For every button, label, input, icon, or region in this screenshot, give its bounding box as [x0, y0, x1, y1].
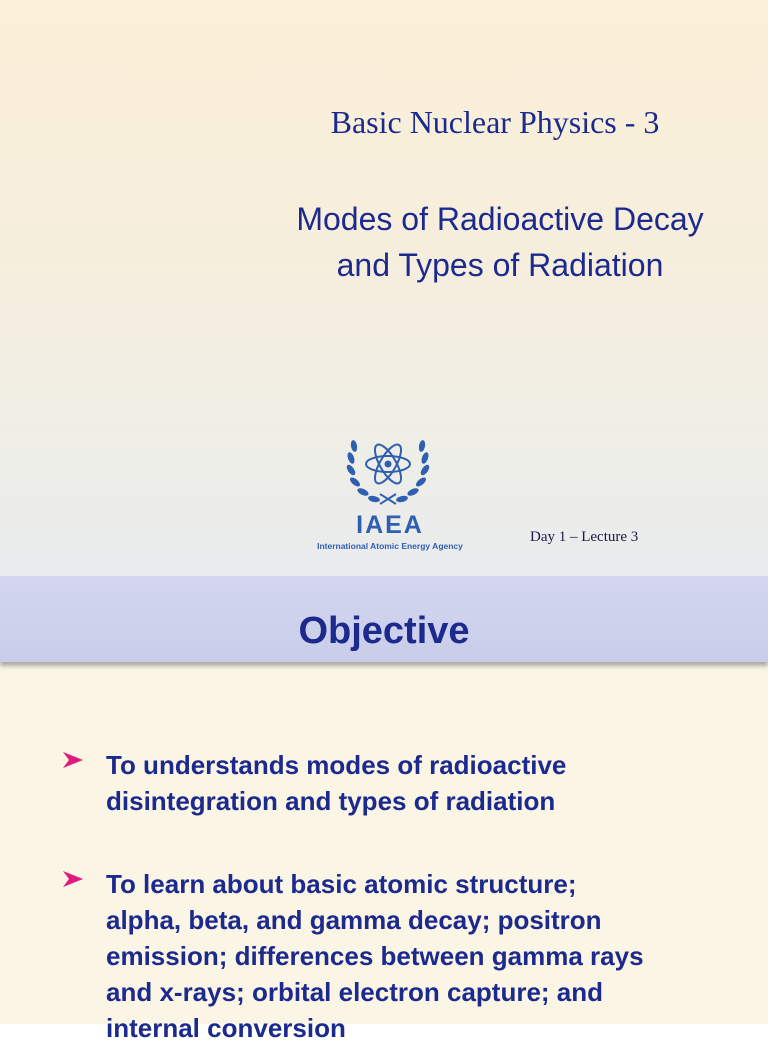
bullet-line: and x-rays; orbital electron capture; and [106, 977, 604, 1007]
bullet-line: emission; differences between gamma rays [106, 941, 644, 971]
bullet-text [106, 747, 566, 819]
objective-bullet-1 [62, 747, 762, 819]
lecture-subtitle [250, 196, 750, 288]
objective-slide [0, 576, 768, 1043]
bullet-line: internal conversion [106, 1013, 346, 1043]
iaea-full-name: International Atomic Energy Agency [317, 541, 463, 551]
subtitle-line-1: Modes of Radioactive Decay [296, 201, 704, 237]
course-title: Basic Nuclear Physics - 3 [330, 104, 660, 140]
bullet-line: To understands modes of radioactive [106, 750, 567, 780]
bullet-text [106, 866, 644, 1046]
lecture-label: Day 1 – Lecture 3 [530, 529, 639, 545]
subtitle-line-2: and Types of Radiation [336, 247, 664, 283]
bullet-line: alpha, beta, and gamma decay; positron [106, 905, 602, 935]
objective-banner [0, 576, 768, 662]
objective-heading: Objective [298, 610, 470, 652]
iaea-emblem-icon [340, 428, 436, 512]
objective-bullet-2 [62, 866, 762, 1046]
arrow-bullet-icon [62, 751, 84, 769]
iaea-logo-text: IAEA [356, 511, 424, 539]
bullet-line: disintegration and types of radiation [106, 786, 556, 816]
arrow-bullet-icon [62, 870, 84, 888]
bullet-line: To learn about basic atomic structure; [106, 869, 577, 899]
